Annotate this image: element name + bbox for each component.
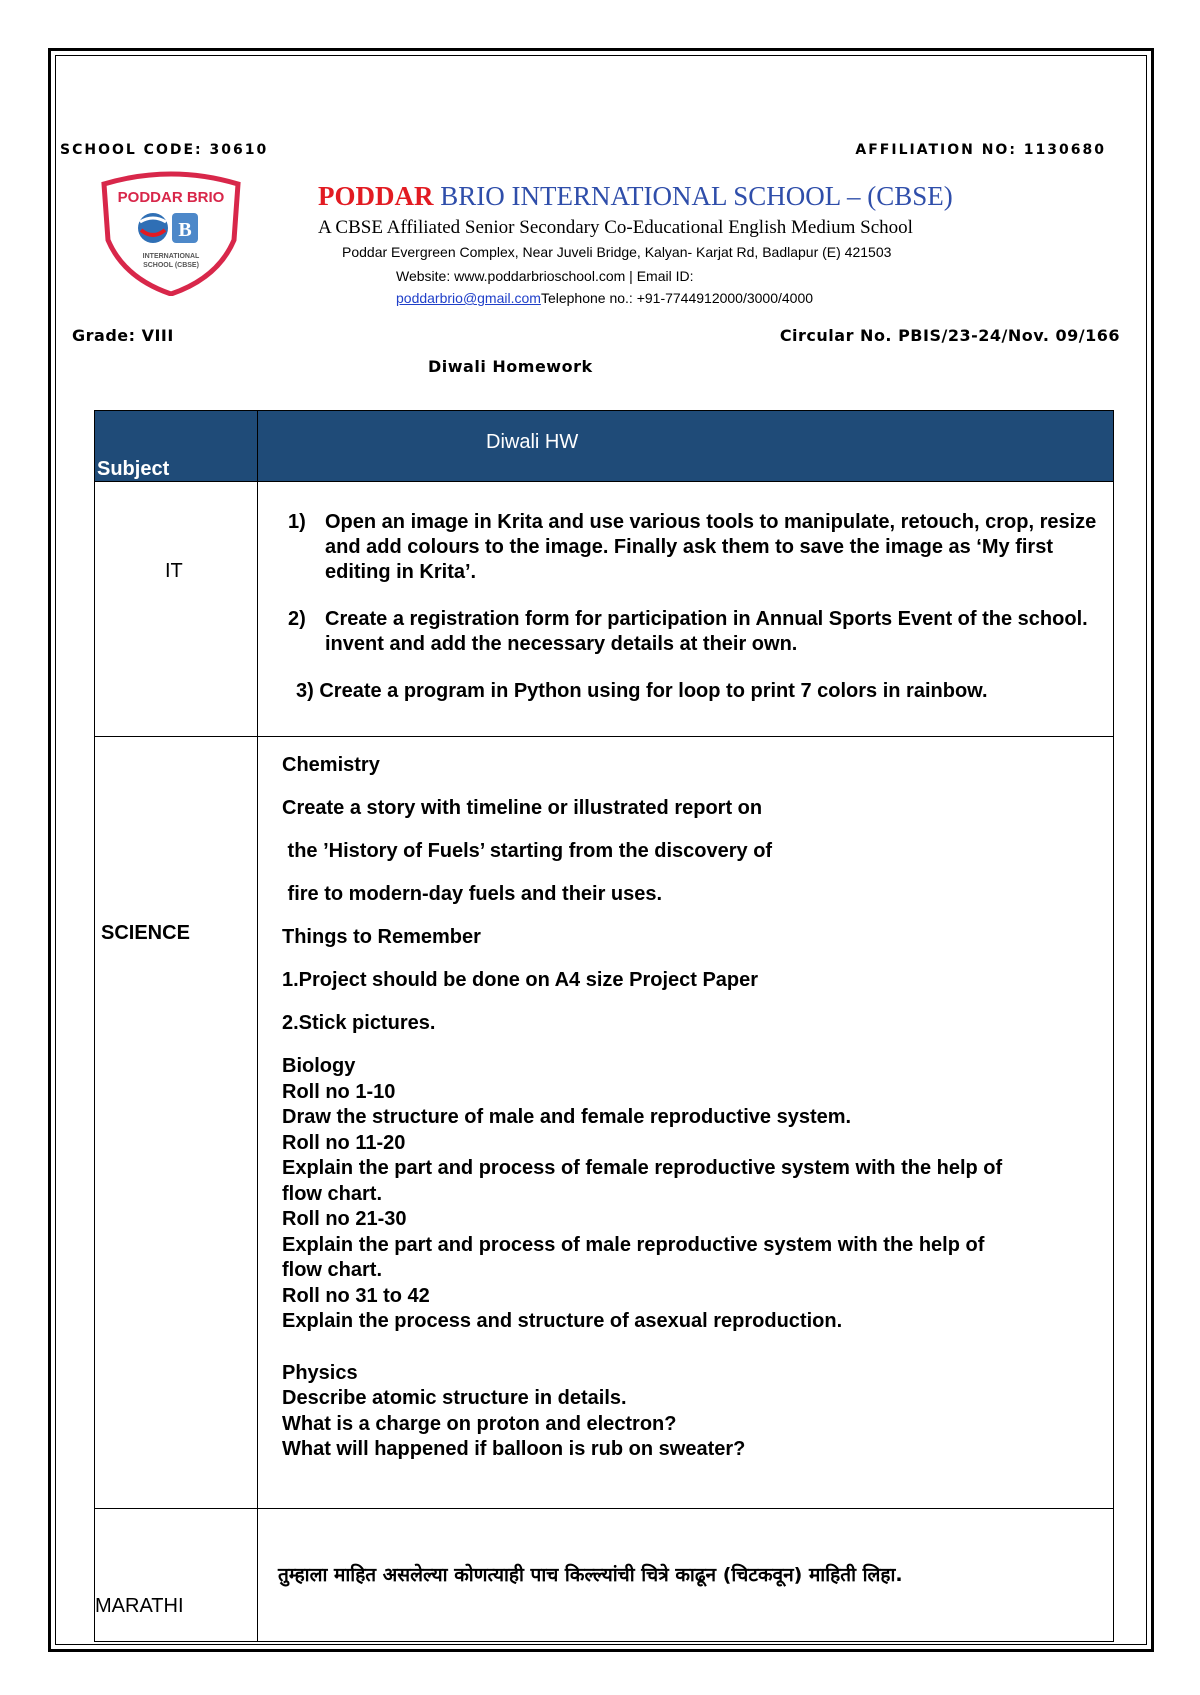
- table-row-marathi: [95, 1509, 1114, 1642]
- subject-cell-it: [95, 482, 258, 737]
- bio-line: flow chart.: [282, 1259, 383, 1281]
- subject-science: SCIENCE: [101, 922, 190, 944]
- it-item-number: 2): [288, 608, 306, 630]
- bio-line: Roll no 1-10: [282, 1080, 396, 1103]
- telephone: Telephone no.: +91-7744912000/3000/4000: [540, 290, 814, 306]
- phys-line: What is a charge on proton and electron?: [282, 1412, 677, 1435]
- marathi-text: तुम्हाला माहित असलेल्या कोणत्याही पाच किल्ल्यांची चित्रे काढून (चिटकवून) माहिती लिहा.: [278, 1564, 903, 1586]
- list-item: [288, 607, 1097, 657]
- grade-label: Grade: VIII: [72, 326, 174, 345]
- list-item: [288, 510, 1097, 585]
- affiliation-number: AFFILIATION NO: 1130680: [855, 142, 1106, 158]
- table-row-science: [95, 737, 1114, 1509]
- email-link[interactable]: poddarbrio@gmail.com: [396, 290, 541, 306]
- it-item-text: Open an image in Krita and use various tools to manipulate, retouch, crop, resize and add colours to the image. Finally ask them to save the image as ‘My first editing in Krita’.: [325, 511, 1097, 583]
- school-address: Poddar Evergreen Complex, Near Juveli Bridge, Kalyan- Karjat Rd, Badlapur (E) 421503: [342, 244, 892, 260]
- chem-heading: Chemistry: [282, 754, 380, 776]
- logo-text-main: PODDAR BRIO: [117, 189, 225, 206]
- document-title: Diwali Homework: [428, 357, 593, 376]
- header-hw: Diwali HW: [486, 431, 579, 453]
- school-tagline: A CBSE Affiliated Senior Secondary Co-Educational English Medium School: [318, 217, 913, 238]
- chem-line: 2.Stick pictures.: [282, 1012, 436, 1034]
- school-name-blue: BRIO INTERNATIONAL SCHOOL – (CBSE): [433, 181, 953, 211]
- hw-cell-it: [258, 482, 1114, 737]
- subject-cell-marathi: [95, 1509, 258, 1642]
- bio-line: Draw the structure of male and female reproductive system.: [282, 1106, 852, 1128]
- phys-line: Describe atomic structure in details.: [282, 1387, 627, 1409]
- bio-line: flow chart.: [282, 1182, 383, 1205]
- website-line: Website: www.poddarbrioschool.com | Email ID:: [396, 268, 694, 284]
- phys-line: What will happened if balloon is rub on sweater?: [282, 1438, 746, 1460]
- subject-cell-science: [95, 737, 258, 1509]
- chem-line: 1.Project should be done on A4 size Project Paper: [282, 969, 759, 991]
- bio-line: Roll no 21-30: [282, 1208, 407, 1230]
- school-name-red: PODDAR: [318, 181, 434, 211]
- hw-cell-science: [258, 737, 1114, 1509]
- it-item-last: 3) Create a program in Python using for loop to print 7 colors in rainbow.: [296, 680, 988, 702]
- bio-line: Explain the part and process of male reproductive system with the help of: [282, 1233, 985, 1256]
- chem-line: Create a story with timeline or illustrated report on: [282, 797, 763, 819]
- school-logo: [98, 170, 244, 296]
- chem-line: fire to modern-day fuels and their uses.: [282, 883, 663, 905]
- header-subject: Subject: [97, 458, 170, 480]
- bio-line: Explain the process and structure of asexual reproduction.: [282, 1310, 843, 1332]
- table-row-it: [95, 482, 1114, 737]
- subject-it: IT: [165, 560, 183, 582]
- biology-block: [282, 1054, 1097, 1335]
- contact-line: [396, 290, 813, 306]
- header-subject-cell: [95, 411, 258, 482]
- bio-line: Roll no 31 to 42: [282, 1284, 430, 1307]
- it-item-number: 1): [288, 511, 306, 533]
- table-header-row: [95, 411, 1114, 482]
- it-item-text: Create a registration form for participation in Annual Sports Event of the school. invent and add the necessary details at their own.: [325, 608, 1088, 655]
- bio-line: Explain the part and process of female reproductive system with the help of: [282, 1157, 1003, 1179]
- physics-block: [282, 1361, 1097, 1463]
- svg-text:B: B: [178, 219, 192, 241]
- hw-cell-marathi: [258, 1509, 1114, 1642]
- school-name: [318, 181, 953, 212]
- header-hw-cell: [258, 411, 1114, 482]
- phys-heading: Physics: [282, 1361, 358, 1384]
- bio-line: Roll no 11-20: [282, 1131, 406, 1154]
- science-content: [258, 737, 1113, 1463]
- logo-text-sub1: INTERNATIONAL: [142, 253, 200, 260]
- subject-marathi: MARATHI: [95, 1595, 184, 1617]
- things-to-remember: Things to Remember: [282, 926, 481, 948]
- school-code: SCHOOL CODE: 30610: [60, 142, 269, 158]
- chem-line: the ’History of Fuels’ starting from the discovery of: [282, 840, 773, 862]
- circular-number: Circular No. PBIS/23-24/Nov. 09/166: [779, 326, 1120, 345]
- bio-heading: Biology: [282, 1055, 356, 1077]
- homework-table: [94, 410, 1114, 1642]
- it-content: [258, 482, 1113, 704]
- logo-text-sub2: SCHOOL (CBSE): [143, 262, 199, 269]
